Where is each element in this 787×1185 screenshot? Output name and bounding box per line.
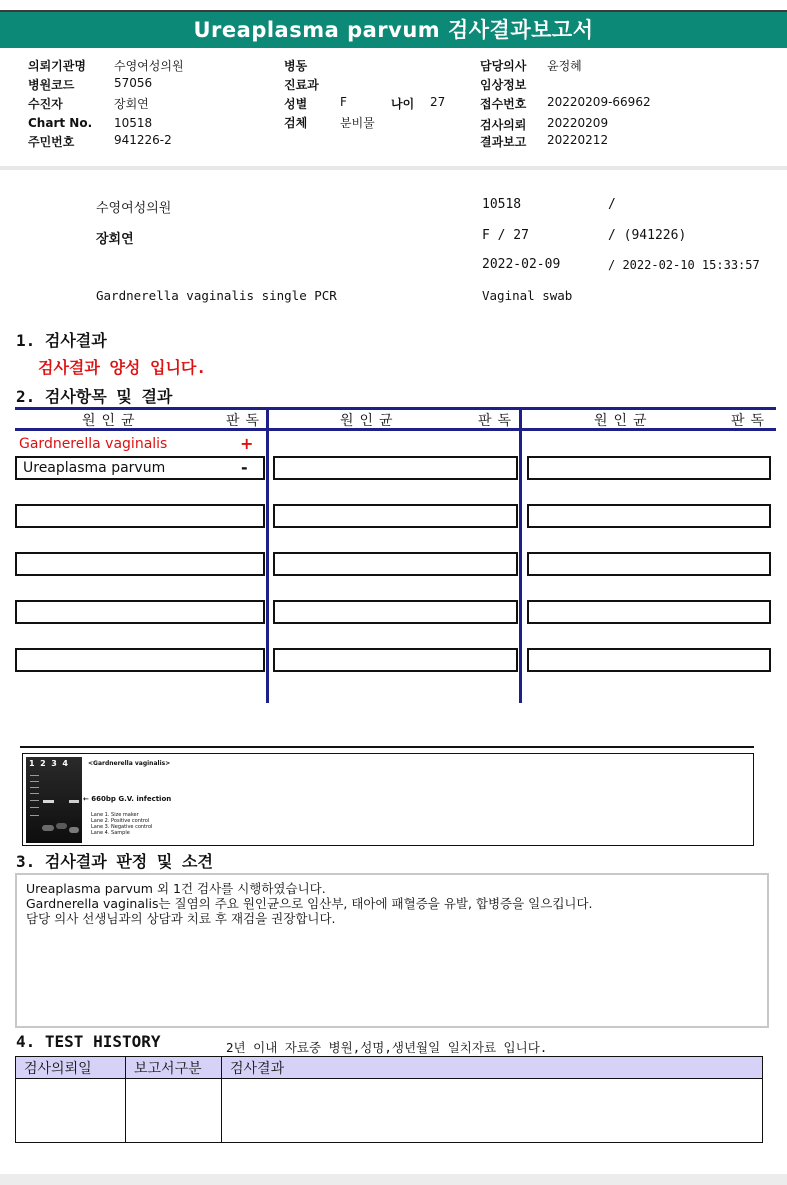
col3-result-header: 판독 xyxy=(731,413,771,429)
header-divider xyxy=(0,166,787,170)
sex-value: F xyxy=(340,95,347,109)
gel-legend-item: Lane 3. Negative control xyxy=(91,824,153,830)
section3-title: 3. 검사결과 판정 및 소견 xyxy=(16,852,213,871)
age-value: 27 xyxy=(430,95,446,109)
gel-legend-item: Lane 2. Positive control xyxy=(91,818,150,824)
result-empty-box xyxy=(273,456,518,480)
history-note: 2년 이내 자료중 병원,성명,생년월일 일치자료 입니다. xyxy=(226,1040,548,1055)
specimen-label: 검체 xyxy=(284,116,308,130)
hospital-code-label: 병원코드 xyxy=(28,78,75,92)
result-empty-box xyxy=(15,600,265,624)
result-row-box xyxy=(15,456,265,480)
ladder-band xyxy=(30,800,39,801)
institution-label: 의뢰기관명 xyxy=(28,59,86,73)
history-table xyxy=(15,1056,763,1143)
history-empty-row xyxy=(16,1079,763,1143)
patient-label: 수진자 xyxy=(28,97,63,111)
result-empty-box xyxy=(527,456,771,480)
history-cell xyxy=(16,1079,126,1143)
report-date-label: 결과보고 xyxy=(480,135,527,149)
primer-smear xyxy=(56,823,67,829)
sample-band xyxy=(69,800,79,803)
section2-title: 2. 검사항목 및 결과 xyxy=(16,387,173,406)
primer-smear xyxy=(42,825,54,831)
gel-legend-item: Lane 4. Sample xyxy=(91,830,130,836)
result-item-positive-mark: + xyxy=(240,434,254,453)
result-empty-box xyxy=(527,552,771,576)
col1-organism-header: 원인균 xyxy=(82,413,141,429)
result-empty-box xyxy=(273,600,518,624)
resident-no-value: 941226-2 xyxy=(114,133,172,147)
summary-request-date: 2022-02-09 xyxy=(482,257,561,272)
age-label: 나이 xyxy=(391,97,415,111)
hospital-code-value: 57056 xyxy=(114,76,153,90)
ladder-band xyxy=(30,781,39,782)
summary-patient-name: 장회연 xyxy=(96,232,134,247)
doctor-label: 담당의사 xyxy=(480,59,527,73)
patient-value: 장회연 xyxy=(114,97,149,111)
result-item-name: Ureaplasma parvum xyxy=(23,460,166,476)
ladder-band xyxy=(30,787,39,788)
col2-organism-header: 원인균 xyxy=(340,413,399,429)
primer-smear xyxy=(69,827,79,833)
result-empty-box xyxy=(15,552,265,576)
ward-label: 병동 xyxy=(284,59,308,73)
result-item-name: Gardnerella vaginalis xyxy=(19,436,168,452)
resident-no-label: 주민번호 xyxy=(28,135,75,149)
comment-line: 담당 의사 선생님과의 상담과 치료 후 재검을 권장합니다. xyxy=(26,911,336,926)
gel-photo xyxy=(26,757,82,843)
result-empty-box xyxy=(273,648,518,672)
ladder-band xyxy=(30,807,39,808)
result-empty-box xyxy=(527,600,771,624)
summary-report-datetime: / 2022-02-10 15:33:57 xyxy=(608,258,760,272)
sex-label: 성별 xyxy=(284,97,308,111)
chart-no-value: 10518 xyxy=(114,116,153,130)
gel-top-rule xyxy=(20,746,754,748)
summary-institution: 수영여성의원 xyxy=(96,201,172,216)
receipt-no-label: 접수번호 xyxy=(480,97,527,111)
history-header-row xyxy=(16,1057,763,1079)
chart-no-label: Chart No. xyxy=(28,116,93,130)
receipt-no-value: 20220209-66962 xyxy=(547,95,651,109)
ladder-band xyxy=(30,775,39,776)
history-header-date: 검사의뢰일 xyxy=(16,1057,126,1079)
gel-band-label: ← 660bp G.V. infection xyxy=(83,795,172,803)
comment-box xyxy=(15,873,769,1028)
request-date-value: 20220209 xyxy=(547,116,609,130)
result-empty-box xyxy=(527,504,771,528)
result-summary-note: 검사결과 양성 입니다. xyxy=(38,358,207,377)
summary-sex-age: F / 27 xyxy=(482,228,529,243)
gel-legend-item: Lane 1. Size maker xyxy=(91,812,139,818)
request-date-label: 검사의뢰 xyxy=(480,118,527,132)
summary-specimen: Vaginal swab xyxy=(482,288,573,303)
history-cell xyxy=(222,1079,763,1143)
col1-result-header: 판독 xyxy=(226,413,266,429)
result-empty-box xyxy=(527,648,771,672)
col3-organism-header: 원인균 xyxy=(594,413,653,429)
history-header-result: 검사결과 xyxy=(222,1057,763,1079)
report-title: Ureaplasma parvum 검사결과보고서 xyxy=(193,18,594,42)
gel-legend xyxy=(91,812,152,836)
specimen-value: 분비물 xyxy=(340,116,375,130)
report-date-value: 20220212 xyxy=(547,133,609,147)
summary-birth: / (941226) xyxy=(608,228,687,243)
result-empty-box xyxy=(15,648,265,672)
comment-line: Gardnerella vaginalis는 질염의 주요 원인균으로 임산부, 태아에 패혈증을 유발, 합병증을 일으킵니다. xyxy=(26,896,593,911)
gel-lane-numbers: 1 2 3 4 xyxy=(29,759,68,768)
comment-line: Ureaplasma parvum 외 1건 검사를 시행하였습니다. xyxy=(26,881,326,896)
positive-control-band xyxy=(43,800,54,803)
ladder-band xyxy=(30,793,39,794)
footer-band xyxy=(0,1174,787,1185)
result-item-negative-mark: - xyxy=(241,458,248,477)
col2-result-header: 판독 xyxy=(478,413,518,429)
gel-figure xyxy=(22,753,754,846)
results-table-divider-2 xyxy=(519,407,522,703)
history-header-type: 보고서구분 xyxy=(126,1057,222,1079)
ladder-band xyxy=(30,815,39,816)
gel-title: <Gardnerella vaginalis> xyxy=(88,760,171,767)
report-header xyxy=(0,10,787,48)
institution-value: 수영여성의원 xyxy=(114,59,184,73)
clinical-info-label: 임상정보 xyxy=(480,78,527,92)
history-cell xyxy=(126,1079,222,1143)
section4-title: 4. TEST HISTORY xyxy=(16,1032,161,1051)
summary-test-name: Gardnerella vaginalis single PCR xyxy=(96,288,337,303)
section1-title: 1. 검사결과 xyxy=(16,331,107,350)
result-empty-box xyxy=(273,552,518,576)
doctor-value: 윤정혜 xyxy=(547,59,582,73)
result-empty-box xyxy=(273,504,518,528)
result-empty-box xyxy=(15,504,265,528)
summary-separator: / xyxy=(608,197,616,212)
results-table-divider-1 xyxy=(266,407,269,703)
department-label: 진료과 xyxy=(284,78,319,92)
summary-chart: 10518 xyxy=(482,197,522,212)
